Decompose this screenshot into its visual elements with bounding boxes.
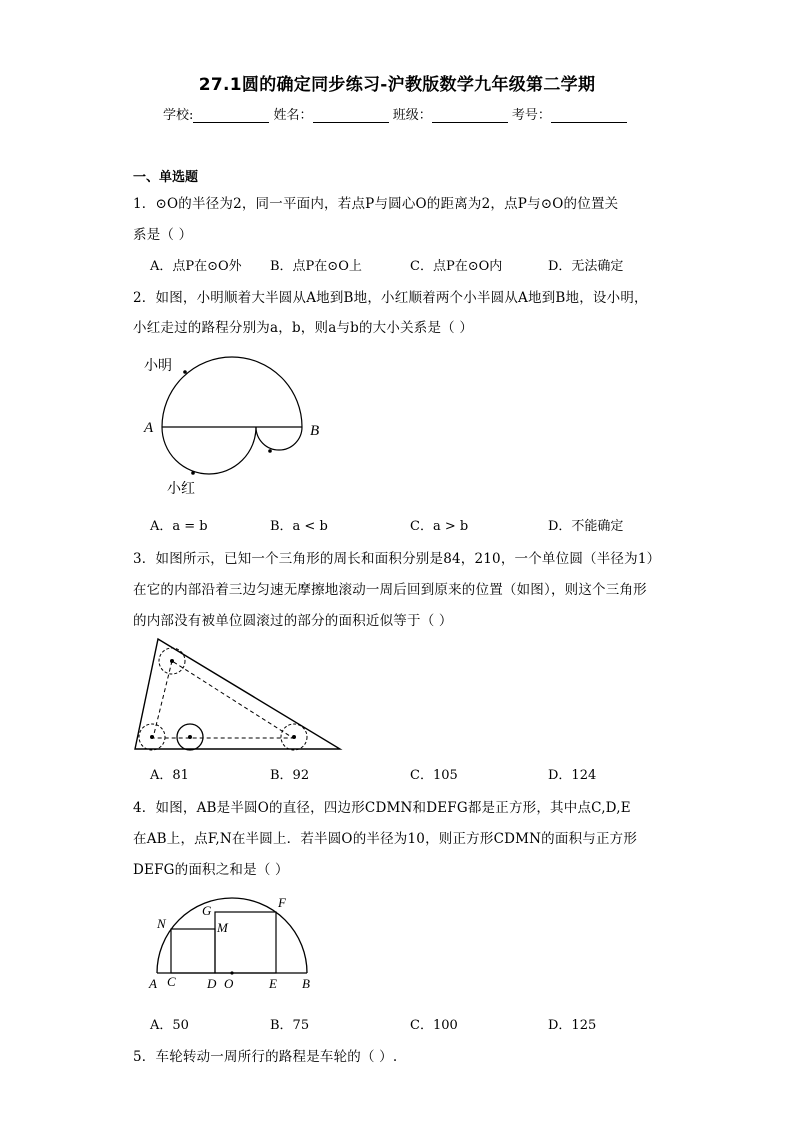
section-title: 一、单选题	[133, 170, 199, 185]
label-o: O	[224, 976, 234, 991]
label-n: N	[157, 916, 166, 931]
q3-line3: 的内部没有被单位圆滚过的部分的面积近似等于（ ）	[133, 613, 453, 629]
q1-line1: 1．⊙O的半径为2，同一平面内，若点P与圆心O的距离为2，点P与⊙O的位置关	[133, 196, 619, 212]
q2-option-c[interactable]: C．a > b	[410, 519, 469, 534]
q4-line2: 在AB上，点F,N在半圆上．若半圆O的半径为10，则正方形CDMN的面积与正方形	[133, 831, 638, 847]
q4-figure	[140, 888, 330, 998]
page-title: 27.1圆的确定同步练习-沪教版数学九年级第二学期	[198, 75, 596, 95]
triangle	[135, 639, 340, 749]
center-right	[292, 735, 296, 739]
q3-figure	[130, 633, 350, 758]
label-a: A	[144, 420, 154, 436]
q3-option-a[interactable]: A．81	[150, 768, 189, 783]
q3-line2: 在它的内部沿着三边匀速无摩擦地滚动一周后回到原来的位置（如图），则这个三角形	[133, 582, 647, 598]
q1-option-c[interactable]: C．点P在⊙O内	[410, 259, 503, 274]
school-label: 学校:	[163, 108, 194, 123]
q3-option-c[interactable]: C．105	[410, 768, 458, 783]
center-top	[170, 659, 174, 663]
inner-dashed-triangle	[153, 661, 293, 738]
square-cdmn	[171, 929, 215, 973]
center-solid	[188, 735, 192, 739]
exam-no-blank[interactable]	[551, 108, 627, 123]
q1-line2: 系是（ ）	[133, 227, 193, 243]
q2-figure	[130, 340, 350, 500]
q2-line2: 小红走过的路程分别为a，b，则a与b的大小关系是（ ）	[133, 320, 474, 336]
small-semicircle-right	[256, 427, 302, 450]
q4-option-d[interactable]: D．125	[548, 1018, 597, 1033]
q4-option-a[interactable]: A．50	[150, 1018, 189, 1033]
q3-option-b[interactable]: B．92	[270, 768, 310, 783]
center-o	[230, 971, 233, 974]
q1-option-b[interactable]: B．点P在⊙O上	[270, 259, 362, 274]
student-info-line	[163, 104, 627, 123]
xiaohong-point	[191, 471, 195, 475]
q1-option-a[interactable]: A．点P在⊙O外	[150, 259, 242, 274]
label-a: A	[149, 976, 157, 991]
q2-option-b[interactable]: B．a < b	[270, 519, 328, 534]
label-d: D	[207, 976, 217, 991]
label-b: B	[310, 423, 320, 439]
q2-line1: 2．如图，小明顺着大半圆从A地到B地，小红顺着两个小半圆从A地到B地，设小明，	[133, 290, 648, 306]
label-g: G	[202, 903, 212, 918]
label-m: M	[217, 920, 228, 935]
q4-line1: 4．如图，AB是半圆O的直径，四边形CDMN和DEFG都是正方形，其中点C,D,E	[133, 800, 631, 816]
class-blank[interactable]	[432, 108, 508, 123]
q2-option-a[interactable]: A．a = b	[150, 519, 208, 534]
small-arc-point	[268, 449, 272, 453]
name-blank[interactable]	[313, 108, 389, 123]
label-b: B	[302, 976, 310, 991]
q4-option-c[interactable]: C．100	[410, 1018, 458, 1033]
small-semicircle-left	[162, 427, 256, 474]
label-f: F	[278, 895, 286, 910]
q4-line3: DEFG的面积之和是（ ）	[133, 862, 289, 878]
label-e: E	[269, 976, 277, 991]
q3-line1: 3．如图所示，已知一个三角形的周长和面积分别是84，210，一个单位圆（半径为1）	[133, 551, 661, 567]
school-blank[interactable]	[193, 108, 269, 123]
q5-line1: 5．车轮转动一周所行的路程是车轮的（ ）.	[133, 1049, 398, 1065]
q3-option-d[interactable]: D．124	[548, 768, 597, 783]
label-xiaohong: 小红	[167, 482, 195, 497]
q2-option-d[interactable]: D．不能确定	[548, 519, 624, 534]
label-xiaoming: 小明	[144, 359, 172, 374]
exam-no-label: 考号：	[511, 108, 551, 123]
xiaoming-point	[183, 370, 187, 374]
q1-option-d[interactable]: D．无法确定	[548, 259, 624, 274]
name-label: 姓名：	[273, 108, 313, 123]
center-left	[150, 735, 154, 739]
big-semicircle	[162, 357, 302, 427]
q4-option-b[interactable]: B．75	[270, 1018, 310, 1033]
class-label: 班级：	[392, 108, 432, 123]
label-c: C	[167, 974, 176, 989]
